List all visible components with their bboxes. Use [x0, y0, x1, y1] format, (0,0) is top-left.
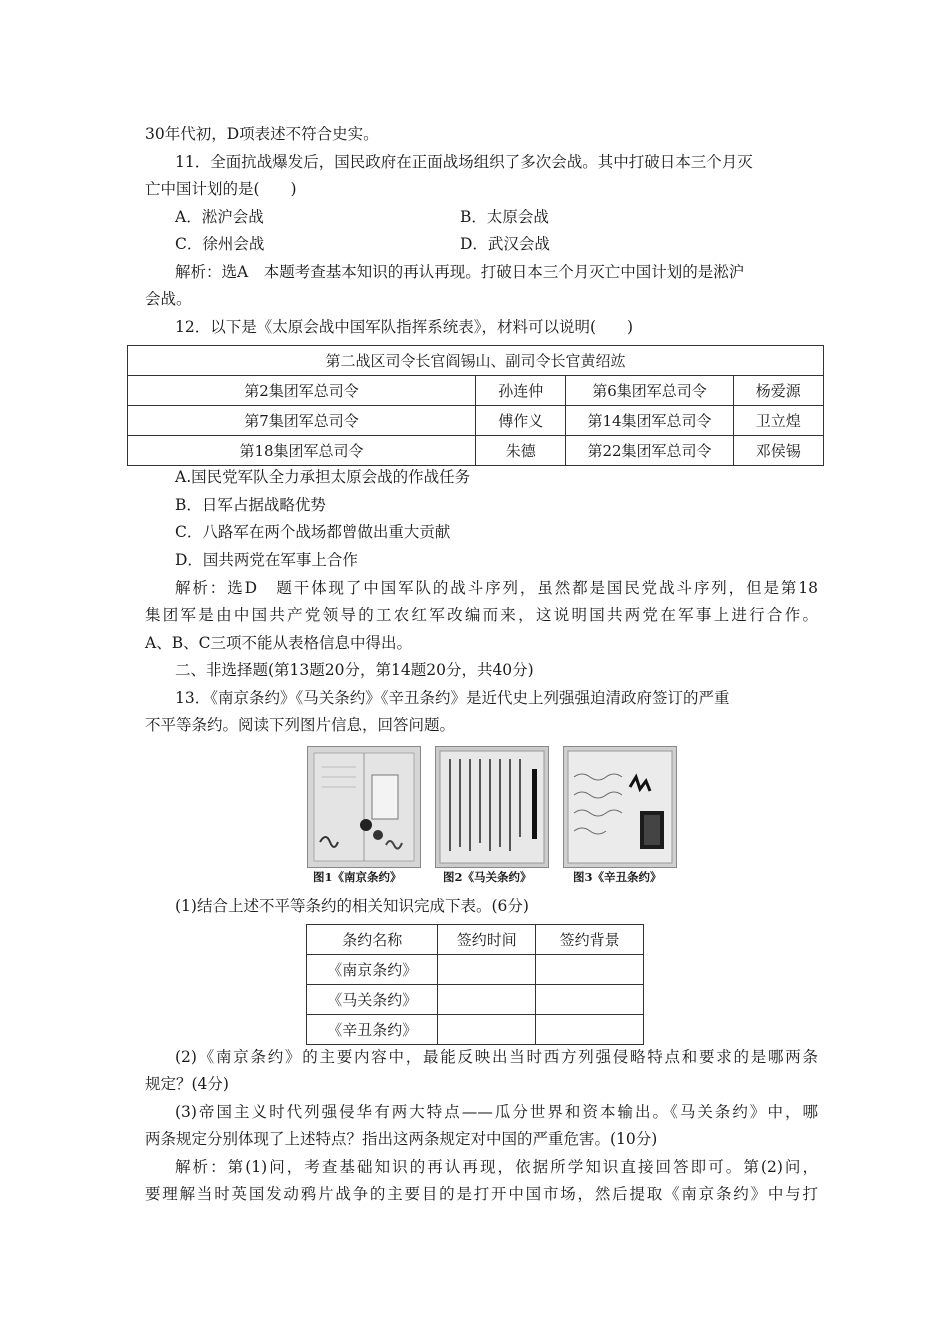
question-13-part3-cont: 两条规定分别体现了上述特点？指出这两条规定对中国的严重危害。(10分) — [145, 1130, 658, 1148]
question-13-stem: 13．《南京条约》《马关条约》《辛丑条约》是近代史上列强强迫清政府签订的严重 — [175, 689, 730, 707]
question-13-part2: (2)《南京条约》的主要内容中，最能反映出当时西方列强侵略特点和要求的是哪两条 — [175, 1048, 818, 1066]
table-header-cell: 条约名称 — [307, 925, 438, 955]
question-13-part2-cont: 规定？(4分) — [145, 1075, 229, 1093]
option-c: C．徐州会战 — [175, 235, 265, 253]
blank-cell[interactable] — [438, 985, 536, 1015]
table-cell: 第6集团军总司令 — [566, 376, 733, 406]
option-d: D．武汉会战 — [460, 235, 550, 253]
treaty-image-xinchou — [563, 746, 677, 868]
table-row — [128, 436, 824, 466]
answer-12-cont: 集团军是由中国共产党领导的工农红军改编而来，这说明国共两党在军事上进行合作。 — [145, 606, 818, 624]
option-a: A．淞沪会战 — [175, 208, 264, 226]
blank-cell[interactable] — [536, 955, 644, 985]
table-row — [307, 955, 644, 985]
document-photo-icon — [308, 747, 420, 867]
table-cell: 《马关条约》 — [307, 985, 438, 1015]
option-b: B．太原会战 — [460, 208, 549, 226]
table-row — [307, 985, 644, 1015]
table-cell: 《辛丑条约》 — [307, 1015, 438, 1045]
table-row — [307, 1015, 644, 1045]
table-cell: 朱德 — [476, 436, 566, 466]
treaty-fill-table — [306, 924, 644, 1045]
treaty-image-nanjing — [307, 746, 421, 868]
figure-caption: 图2《马关条约》 — [443, 870, 532, 884]
table-cell: 第18集团军总司令 — [128, 436, 476, 466]
table-row — [307, 925, 644, 955]
question-11-stem-cont: 亡中国计划的是( ) — [145, 180, 297, 198]
table-cell: 第14集团军总司令 — [566, 406, 733, 436]
answer-13-cont: 要理解当时英国发动鸦片战争的主要目的是打开中国市场，然后提取《南京条约》中与打 — [145, 1185, 818, 1203]
command-system-table — [127, 345, 824, 466]
table-cell: 邓侯锡 — [733, 436, 823, 466]
question-13-part1: (1)结合上述不平等条约的相关知识完成下表。(6分) — [175, 897, 529, 915]
figure-caption: 图1《南京条约》 — [313, 870, 402, 884]
treaty-image-maguan — [435, 746, 549, 868]
option-d: D．国共两党在军事上合作 — [175, 551, 358, 569]
document-photo-icon — [436, 747, 548, 867]
table-cell: 第2集团军总司令 — [128, 376, 476, 406]
table-cell: 杨爱源 — [733, 376, 823, 406]
blank-cell[interactable] — [536, 985, 644, 1015]
question-12-stem: 12．以下是《太原会战中国军队指挥系统表》，材料可以说明( ) — [175, 318, 634, 336]
section-heading: 二、非选择题(第13题20分，第14题20分，共40分) — [175, 661, 534, 679]
table-cell: 卫立煌 — [733, 406, 823, 436]
table-header-cell: 第二战区司令长官阎锡山、副司令长官黄绍竑 — [128, 346, 824, 376]
table-cell: 傅作义 — [476, 406, 566, 436]
answer-13: 解析：第(1)问，考查基础知识的再认再现，依据所学知识直接回答即可。第(2)问， — [175, 1158, 818, 1176]
table-row — [128, 406, 824, 436]
table-cell: 《南京条约》 — [307, 955, 438, 985]
option-c: C．八路军在两个战场都曾做出重大贡献 — [175, 523, 451, 541]
table-cell: 孙连仲 — [476, 376, 566, 406]
answer-11: 解析：选A 本题考查基本知识的再认再现。打破日本三个月灭亡中国计划的是淞沪 — [175, 263, 745, 281]
table-row — [128, 376, 824, 406]
table-header-cell: 签约背景 — [536, 925, 644, 955]
text-line: 30年代初，D项表述不符合史实。 — [145, 125, 379, 143]
question-13-part3: (3)帝国主义时代列强侵华有两大特点——瓜分世界和资本输出。《马关条约》中，哪 — [175, 1103, 818, 1121]
table-cell: 第7集团军总司令 — [128, 406, 476, 436]
answer-12: 解析：选D 题干体现了中国军队的战斗序列，虽然都是国民党战斗序列，但是第18 — [175, 579, 818, 597]
table-header-cell: 签约时间 — [438, 925, 536, 955]
blank-cell[interactable] — [536, 1015, 644, 1045]
question-13-stem-cont: 不平等条约。阅读下列图片信息，回答问题。 — [145, 716, 456, 734]
figure-caption: 图3《辛丑条约》 — [573, 870, 662, 884]
answer-12-cont: A、B、C三项不能从表格信息中得出。 — [145, 634, 412, 652]
answer-11-cont: 会战。 — [145, 290, 192, 308]
option-a: A.国民党军队全力承担太原会战的作战任务 — [175, 468, 471, 486]
table-cell: 第22集团军总司令 — [566, 436, 733, 466]
document-photo-icon — [564, 747, 676, 867]
blank-cell[interactable] — [438, 1015, 536, 1045]
question-11-stem: 11．全面抗战爆发后，国民政府在正面战场组织了多次会战。其中打破日本三个月灭 — [175, 153, 753, 171]
option-b: B．日军占据战略优势 — [175, 496, 326, 514]
blank-cell[interactable] — [438, 955, 536, 985]
